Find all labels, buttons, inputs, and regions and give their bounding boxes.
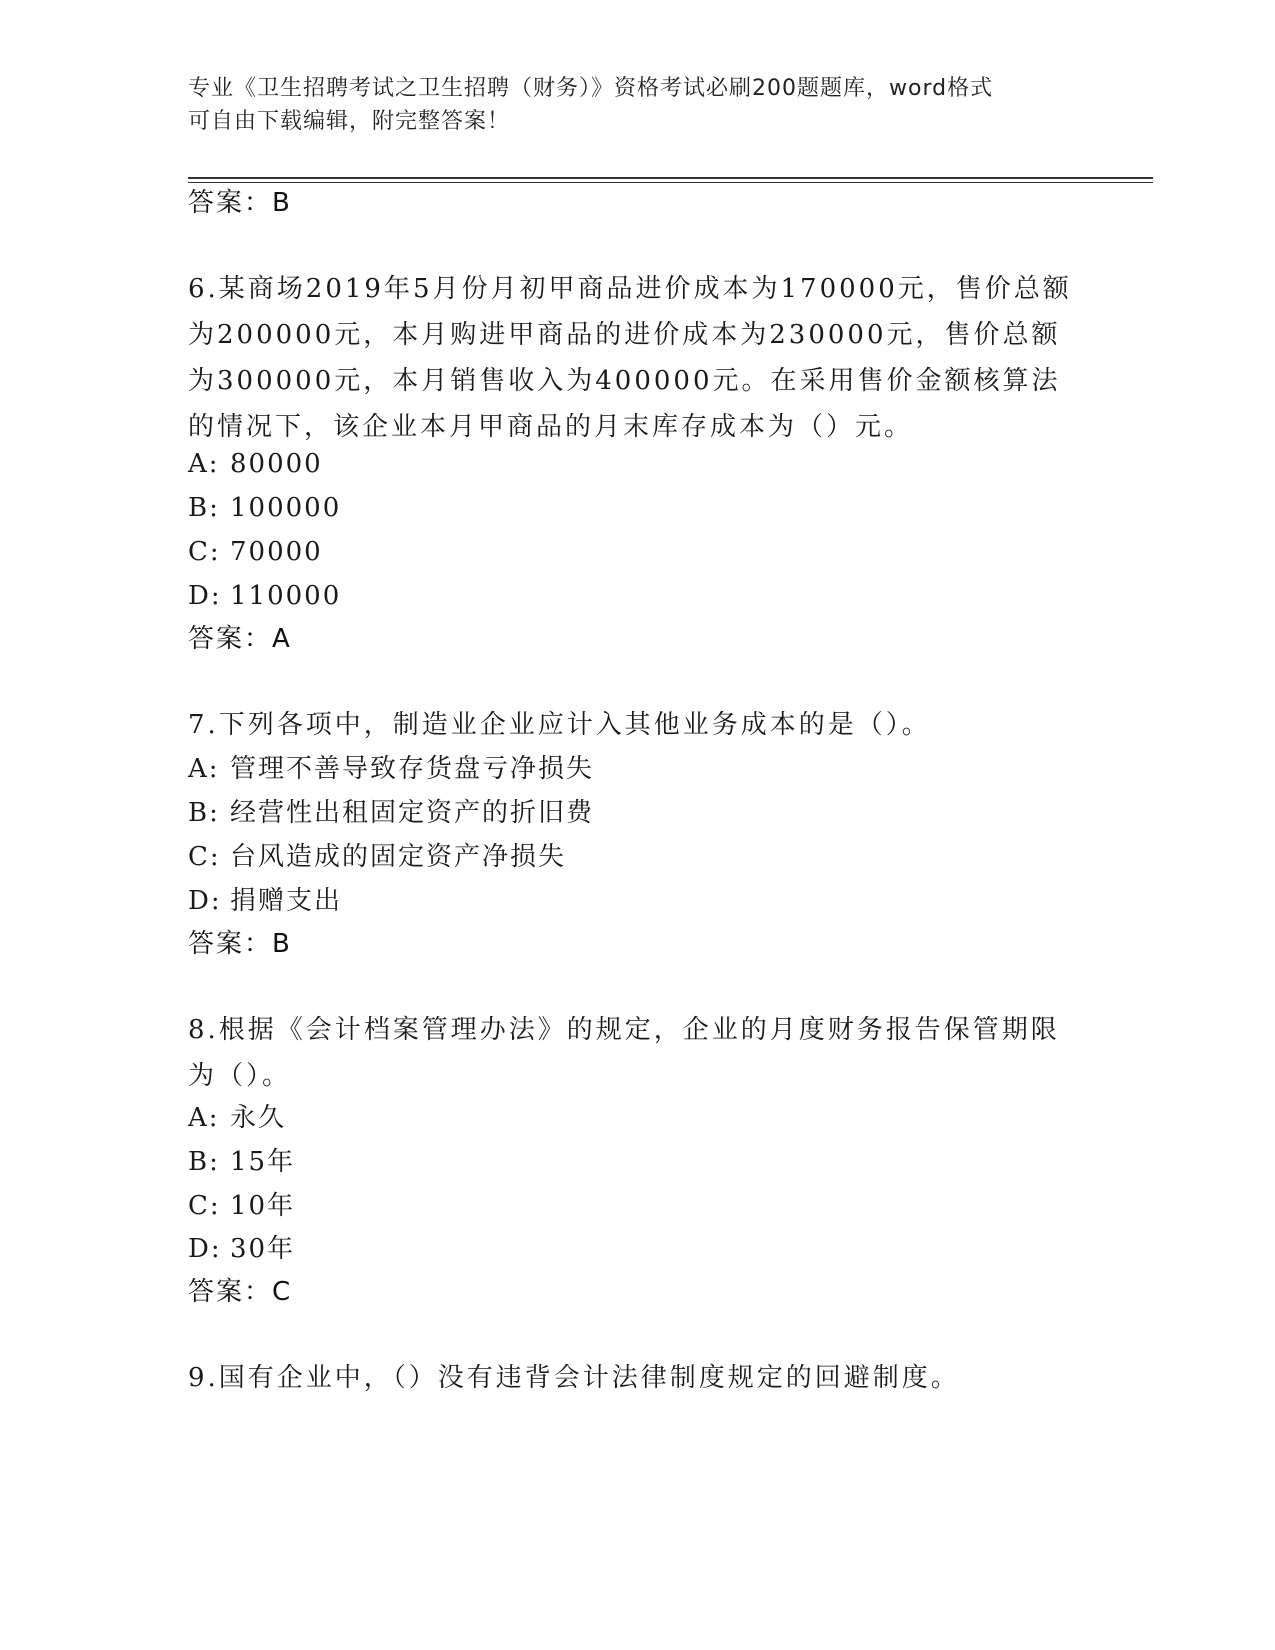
- option-key: B:: [188, 493, 220, 523]
- option-key: D:: [188, 1234, 222, 1264]
- question-8-option-a: [188, 1100, 286, 1136]
- question-6-option-d: [188, 578, 341, 614]
- header-line-1: 专业《卫生招聘考试之卫生招聘（财务）》资格考试必刷200题题库，word格式: [188, 76, 994, 101]
- option-text: 80000: [230, 449, 323, 479]
- option-text: 100000: [230, 493, 342, 523]
- option-key: A:: [188, 1103, 220, 1133]
- option-text: 70000: [230, 537, 323, 567]
- option-text: 10年: [230, 1191, 296, 1221]
- question-6-stem: 6.某商场2019年5月份月初甲商品进价成本为170000元，售价总额为200000元，本月购进甲商品的进价成本为230000元，售价总额为300000元，本月销售收入为400000元。在采用售价金额核算法的情况下，该企业本月甲商品的月末库存成本为（）元。: [188, 274, 1072, 442]
- question-8-stem: 8.根据《会计档案管理办法》的规定，企业的月度财务报告保管期限为（）。: [188, 1015, 1060, 1091]
- header-rule-thick: [188, 177, 1153, 179]
- option-text: 30年: [230, 1234, 296, 1264]
- answer-prev: 答案：B: [188, 188, 292, 218]
- question-6-answer: 答案：A: [188, 624, 292, 654]
- option-text: 经营性出租固定资产的折旧费: [230, 798, 595, 828]
- question-8-option-d: [188, 1231, 295, 1267]
- option-key: B:: [188, 798, 220, 828]
- question-7-option-c: [188, 839, 566, 875]
- question-7-answer: 答案：B: [188, 929, 292, 959]
- option-key: D:: [188, 581, 222, 611]
- question-9-stem: 9.国有企业中，（）没有违背会计法律制度规定的回避制度。: [188, 1363, 960, 1393]
- option-key: A:: [188, 754, 220, 784]
- option-key: C:: [188, 537, 221, 567]
- option-text: 15年: [230, 1147, 296, 1177]
- option-key: C:: [188, 842, 221, 872]
- question-7-stem: 7.下列各项中，制造业企业应计入其他业务成本的是（）。: [188, 710, 931, 740]
- header-rule-thin: [188, 182, 1153, 183]
- option-key: D:: [188, 886, 222, 916]
- option-text: 110000: [230, 581, 342, 611]
- document-header: [188, 72, 1068, 138]
- option-text: 捐赠支出: [230, 886, 343, 916]
- option-key: A:: [188, 449, 220, 479]
- question-8-answer: 答案：C: [188, 1277, 293, 1307]
- question-6-option-c: [188, 534, 323, 570]
- question-7-option-d: [188, 883, 342, 919]
- option-text: 台风造成的固定资产净损失: [230, 842, 567, 872]
- question-7-option-b: [188, 795, 594, 831]
- option-key: B:: [188, 1147, 220, 1177]
- header-line-2: 可自由下载编辑，附完整答案！: [188, 109, 511, 134]
- question-8-option-b: [188, 1144, 295, 1180]
- question-8-option-c: [188, 1188, 295, 1224]
- question-6-option-a: [188, 446, 323, 482]
- option-text: 永久: [230, 1103, 287, 1133]
- option-key: C:: [188, 1191, 221, 1221]
- option-text: 管理不善导致存货盘亏净损失: [230, 754, 595, 784]
- question-6-option-b: [188, 490, 341, 526]
- question-7-option-a: [188, 751, 594, 787]
